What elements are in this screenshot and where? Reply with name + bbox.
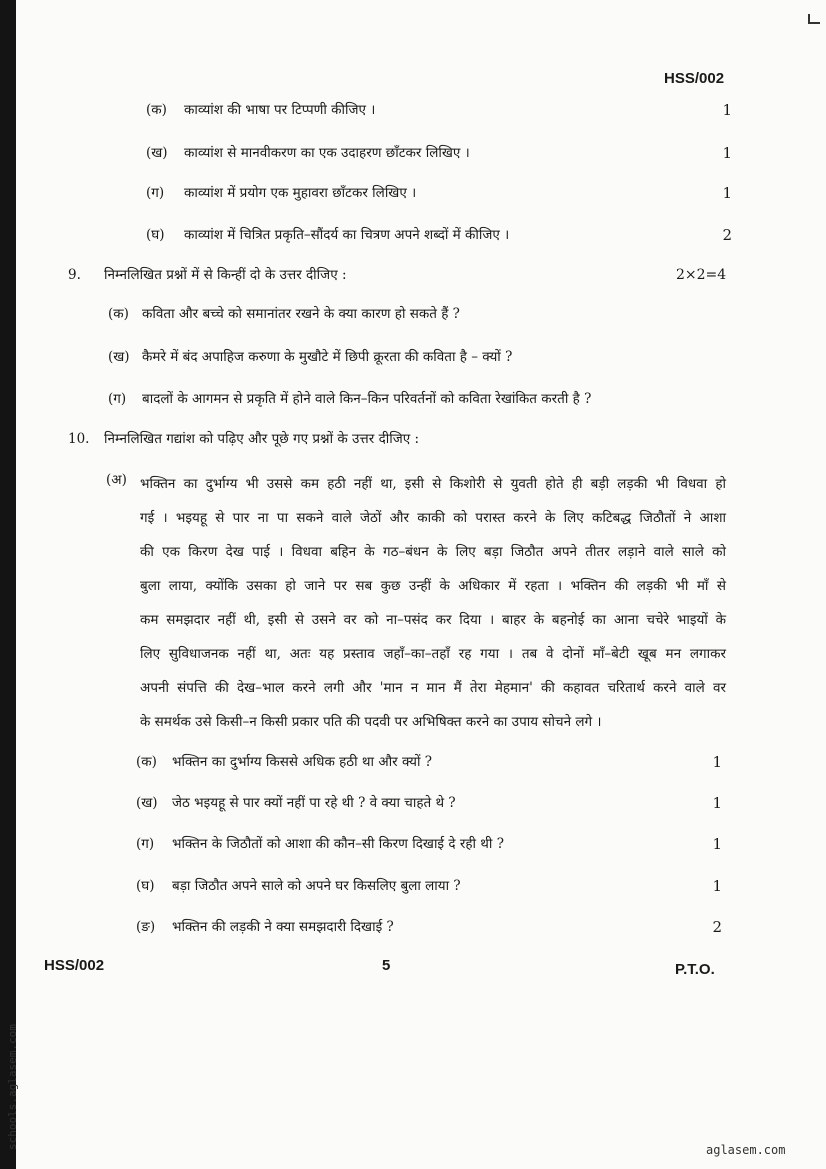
question-part: [136, 874, 726, 898]
passage-line: भक्तिन का दुर्भाग्य भी उससे कम हठी नहीं था, इसी से किशोरी से युवती होते ही बड़ी लड़की भी विधवा हो: [140, 476, 726, 492]
question-part: [146, 141, 736, 165]
passage-line: कम समझदार नहीं थी, इसी से उसने वर को ना–पसंद कर दिया । बाहर के बहनोई का आना चचेरे भाइयों के: [140, 612, 726, 628]
part-text: भक्तिन के जिठौतों को आशा की कौन–सी किरण दिखाई दे रही थी ?: [172, 836, 504, 852]
part-text: भक्तिन का दुर्भाग्य किससे अधिक हठी था और क्यों ?: [172, 754, 433, 770]
part-label: (ग): [136, 836, 155, 852]
part-text: काव्यांश में प्रयोग एक मुहावरा छाँटकर लिखिए ।: [184, 185, 417, 201]
part-label: (ख): [136, 795, 158, 811]
side-watermark: schools.aglasem.com: [6, 1024, 19, 1150]
footer-code: HSS/002: [44, 957, 105, 974]
passage-line: लिए सुविधाजनक नहीं था, अतः यह प्रस्ताव जहाँ–का–तहाँ रह गया । तब वे दोनों माँ–बेटी खूब मन लगाकर: [140, 646, 726, 662]
scan-edge: [0, 0, 16, 1169]
question-instruction: निम्नलिखित प्रश्नों में से किन्हीं दो के उत्तर दीजिए :: [104, 267, 347, 283]
part-text: कविता और बच्चे को समानांतर रखने के क्या कारण हो सकते हैं ?: [142, 306, 460, 322]
question-part: [108, 302, 728, 326]
part-marks: 1: [712, 835, 722, 853]
part-label: (क): [108, 306, 129, 322]
part-marks: 1: [722, 184, 732, 202]
page-number: 5: [382, 957, 391, 974]
question-part: [146, 181, 736, 205]
part-marks: 2: [712, 918, 722, 936]
question-part: [136, 750, 726, 774]
question-number: 10.: [68, 431, 90, 447]
part-marks: 1: [712, 794, 722, 812]
part-text: काव्यांश की भाषा पर टिप्पणी कीजिए ।: [184, 102, 376, 118]
pto-label: P.T.O.: [675, 961, 715, 978]
part-label: (ख): [108, 349, 130, 365]
part-marks: 1: [722, 101, 732, 119]
question-header: [68, 263, 738, 287]
passage-line: गई । भइयहू से पार ना पा सकने वाले जेठों और काकी को परास्त करने के लिए कटिबद्ध जिठौतों ने आशा: [140, 510, 726, 526]
part-text: जेठ भइयहू से पार क्यों नहीं पा रहे थी ? वे क्या चाहते थे ?: [172, 795, 456, 811]
question-part: [108, 387, 728, 411]
part-label: (ङ): [136, 919, 156, 935]
part-text: बड़ा जिठौत अपने साले को अपने घर किसलिए बुला लाया ?: [172, 878, 461, 894]
question-marks: 2×2=4: [676, 267, 727, 283]
part-text: भक्तिन की लड़की ने क्या समझदारी दिखाई ?: [172, 919, 394, 935]
part-label: (घ): [146, 227, 165, 243]
part-text: बादलों के आगमन से प्रकृति में होने वाले किन–किन परिवर्तनों को कविता रेखांकित करती है ?: [142, 391, 592, 407]
part-text: काव्यांश से मानवीकरण का एक उदाहरण छाँटकर लिखिए ।: [184, 145, 470, 161]
question-part: [108, 345, 728, 369]
question-number: 9.: [68, 267, 81, 283]
part-text: काव्यांश में चित्रित प्रकृति–सौंदर्य का चित्रण अपने शब्दों में कीजिए ।: [184, 227, 510, 243]
header-code: HSS/002: [664, 70, 725, 87]
part-marks: 1: [712, 877, 722, 895]
passage-line: अपनी संपत्ति की देख–भाल करने लगी और 'मान न मान मैं तेरा मेहमान' की कहावत चरितार्थ करने वाले वर: [140, 680, 726, 696]
passage-line: की एक किरण देख पाई । विधवा बहिन के गठ–बंधन के लिए बड़ा जिठौत अपने तीतर लड़ाने वाले साले को: [140, 544, 726, 560]
part-marks: 2: [722, 226, 732, 244]
part-label: (ख): [146, 145, 168, 161]
passage-line: बुला लाया, क्योंकि उसका हो जाने पर सब कुछ उन्हीं के अधिकार में रहता । भक्तिन की लड़की भी माँ से: [140, 578, 726, 594]
corner-mark: [808, 14, 810, 24]
part-label: (ग): [146, 185, 165, 201]
question-part: [146, 223, 736, 247]
question-header: [68, 427, 738, 451]
part-label: (क): [146, 102, 167, 118]
question-part: [136, 915, 726, 939]
part-text: कैमरे में बंद अपाहिज करुणा के मुखौटे में छिपी क्रूरता की कविता है – क्यों ?: [142, 349, 513, 365]
part-label: (ग): [108, 391, 127, 407]
passage-label: (अ): [106, 472, 127, 488]
part-marks: 1: [722, 144, 732, 162]
part-marks: 1: [712, 753, 722, 771]
bottom-watermark: aglasem.com: [706, 1143, 786, 1157]
question-part: [136, 832, 726, 856]
part-label: (घ): [136, 878, 155, 894]
question-part: [136, 791, 726, 815]
passage-line: के समर्थक उसे किसी–न किसी प्रकार पति की पदवी पर अभिषिक्त करने का उपाय सोचने लगे ।: [140, 714, 602, 730]
part-label: (क): [136, 754, 157, 770]
question-part: [146, 98, 736, 122]
question-instruction: निम्नलिखित गद्यांश को पढ़िए और पूछे गए प्रश्नों के उत्तर दीजिए :: [104, 431, 420, 447]
